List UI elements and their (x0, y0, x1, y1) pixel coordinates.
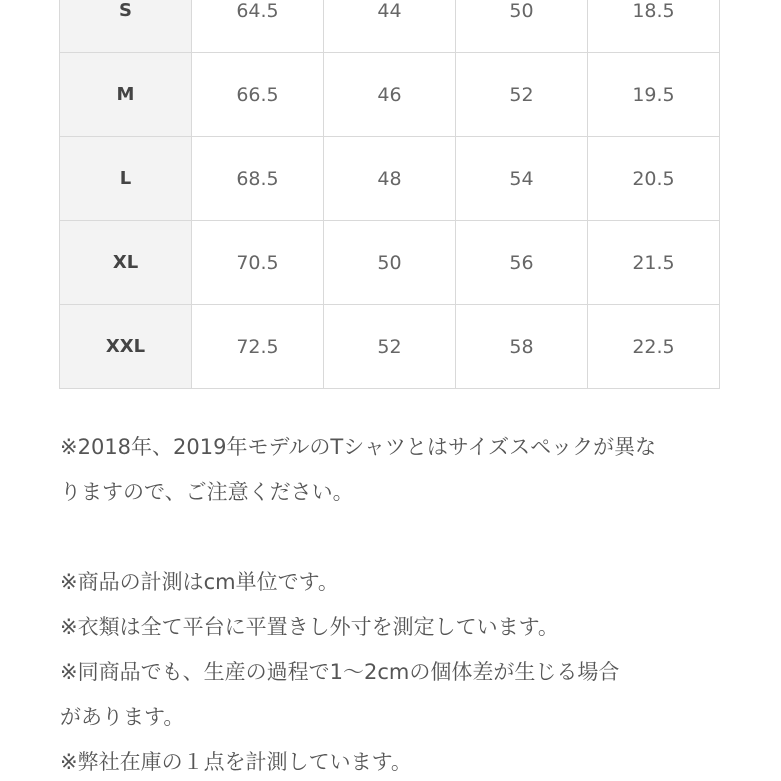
table-cell: 20.5 (588, 137, 720, 221)
size-label: S (60, 0, 192, 53)
note-text: りますので、ご注意ください。 (60, 480, 354, 504)
size-label: XXL (60, 305, 192, 389)
table-cell: 22.5 (588, 305, 720, 389)
size-label: L (60, 137, 192, 221)
table-cell: 50 (324, 221, 456, 305)
table-cell: 21.5 (588, 221, 720, 305)
note-text: ※弊社在庫の１点を計測しています。 (60, 750, 412, 774)
table-cell: 64.5 (192, 0, 324, 53)
spacer (60, 515, 740, 560)
note-text: ※2018年、2019年モデルのTシャツとはサイズスペックが異な (60, 435, 657, 459)
table-cell: 46 (324, 53, 456, 137)
table-cell: 58 (456, 305, 588, 389)
table-cell: 54 (456, 137, 588, 221)
size-label: XL (60, 221, 192, 305)
size-label: M (60, 53, 192, 137)
table-cell: 18.5 (588, 0, 720, 53)
note-text: ※衣類は全て平台に平置きし外寸を測定しています。 (60, 615, 559, 639)
table-cell: 52 (324, 305, 456, 389)
table-cell: 72.5 (192, 305, 324, 389)
table-cell: 56 (456, 221, 588, 305)
size-chart-table (59, 0, 720, 389)
table-cell: 68.5 (192, 137, 324, 221)
table-row (60, 53, 720, 137)
table-row (60, 137, 720, 221)
table-row (60, 305, 720, 389)
table-cell: 19.5 (588, 53, 720, 137)
table-cell: 44 (324, 0, 456, 53)
note-text: ※同商品でも、生産の過程で1～2cmの個体差が生じる場合 (60, 660, 620, 684)
table-cell: 52 (456, 53, 588, 137)
table-cell: 66.5 (192, 53, 324, 137)
table-cell: 48 (324, 137, 456, 221)
table-row (60, 0, 720, 53)
note-text: ※商品の計測はcm単位です。 (60, 570, 339, 594)
table-cell: 50 (456, 0, 588, 53)
note-text: があります。 (60, 705, 185, 729)
table-cell: 70.5 (192, 221, 324, 305)
notes-section (60, 425, 740, 781)
table-row (60, 221, 720, 305)
